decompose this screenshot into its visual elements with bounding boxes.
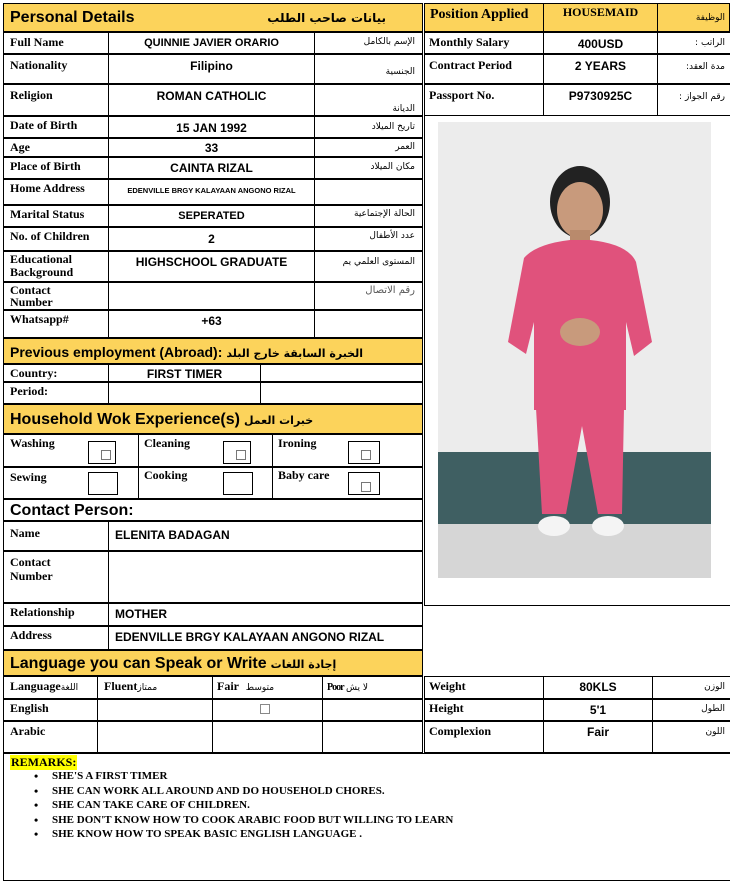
- position-applied-value: HOUSEMAID: [562, 5, 639, 19]
- applicant-photo: [438, 122, 711, 578]
- label-dob: Date of Birth: [10, 118, 78, 132]
- ar-children: عدد الأطفال: [369, 231, 415, 241]
- value-country: FIRST TIMER: [146, 367, 223, 381]
- remarks-list: [4, 769, 704, 842]
- label-country: Country:: [10, 366, 58, 380]
- language-row-arabic: [3, 721, 423, 753]
- col-divider-1: [108, 32, 109, 338]
- household-title-text: Household Wok Experience(s): [10, 411, 240, 428]
- checkbox-english-fair[interactable]: [260, 704, 270, 714]
- label-sewing: Sewing: [10, 470, 47, 484]
- label-contact-name: Name: [10, 526, 40, 540]
- language-col-fair-label: Fair: [217, 679, 239, 693]
- language-col-fair: [217, 679, 274, 694]
- position-applied-title: Position Applied: [430, 7, 529, 22]
- label-education: Educational Background: [10, 252, 74, 279]
- language-col-poor: [327, 682, 368, 693]
- value-place-of-birth: CAINTA RIZAL: [170, 161, 253, 175]
- label-marital: Marital Status: [10, 207, 85, 221]
- personal-details-header: [3, 3, 423, 32]
- checkbox-cleaning[interactable]: [223, 441, 251, 464]
- label-contact-number: Contact Number: [10, 283, 53, 309]
- label-washing: Washing: [10, 436, 55, 450]
- ar-religion: الديانة: [392, 104, 415, 114]
- label-contact-num: Contact Number: [10, 555, 53, 583]
- label-home-address: Home Address: [10, 181, 85, 195]
- household-title-ar: خبرات العمل: [243, 414, 314, 427]
- personal-details-title: Personal Details: [10, 9, 135, 26]
- remark-item: • SHE CAN TAKE CARE OF CHILDREN.: [4, 798, 704, 813]
- value-age: 33: [204, 141, 219, 155]
- checkbox-ironing[interactable]: [348, 441, 380, 464]
- value-dob: 15 JAN 1992: [176, 121, 247, 135]
- remark-item: • SHE DON'T KNOW HOW TO COOK ARABIC FOOD BUT WILLING TO LEARN: [4, 813, 704, 828]
- language-col-divider-1: [97, 676, 98, 753]
- value-relationship: MOTHER: [115, 607, 167, 621]
- checkbox-sewing[interactable]: [88, 472, 118, 495]
- label-cooking: Cooking: [144, 468, 188, 482]
- label-cleaning: Cleaning: [144, 436, 191, 450]
- checkbox-cooking[interactable]: [223, 472, 253, 495]
- ar-nationality: الجنسية: [385, 67, 415, 77]
- language-row-english: [3, 699, 423, 721]
- remarks-box: [3, 753, 730, 881]
- label-whatsapp: Whatsapp#: [10, 312, 69, 326]
- label-religion: Religion: [10, 88, 53, 102]
- label-complexion: Complexion: [429, 724, 492, 738]
- household-title: [10, 411, 313, 429]
- remark-item: • SHE'S A FIRST TIMER: [4, 769, 704, 784]
- label-ironing: Ironing: [278, 436, 317, 450]
- value-religion: ROMAN CATHOLIC: [156, 89, 267, 103]
- remarks-title: REMARKS:: [11, 755, 77, 769]
- language-col-language-label: Language: [10, 679, 61, 693]
- label-children: No. of Children: [10, 229, 90, 243]
- physical-col-divider-2: [652, 676, 653, 753]
- checkbox-baby-care[interactable]: [348, 472, 380, 495]
- previous-employment-title-ar: الخبرة السابقة خارج البلد: [226, 347, 364, 360]
- language-arabic: Arabic: [10, 724, 46, 738]
- value-whatsapp: +63: [201, 314, 222, 328]
- contact-col-divider: [108, 521, 109, 650]
- col-divider-2: [314, 32, 315, 338]
- contact-person-title: Contact Person:: [10, 502, 134, 519]
- checkbox-washing[interactable]: [88, 441, 116, 464]
- value-children: 2: [208, 232, 215, 246]
- label-place-of-birth: Place of Birth: [10, 159, 81, 173]
- value-passport: P9730925C: [568, 89, 633, 103]
- language-col-fair-ar: متوسط: [245, 683, 275, 693]
- ar-education: المستوى العلمي يم: [342, 257, 415, 267]
- value-address: EDENVILLE BRGY KALAYAAN ANGONO RIZAL: [115, 630, 385, 644]
- language-col-divider-2: [212, 676, 213, 753]
- language-col-fluent-label: Fluent: [104, 679, 138, 693]
- value-contract: 2 YEARS: [574, 59, 627, 73]
- language-col-language: [10, 679, 78, 694]
- contact-person-header: [3, 499, 423, 521]
- ar-dob: تاريخ الميلاد: [371, 122, 415, 132]
- remark-item: • SHE KNOW HOW TO SPEAK BASIC ENGLISH LANGUAGE .: [4, 827, 704, 842]
- label-full-name: Full Name: [10, 35, 64, 49]
- value-education: HIGHSCHOOL GRADUATE: [135, 255, 288, 269]
- value-height: 5'1: [589, 703, 607, 717]
- previous-employment-title-text: Previous employment (Abroad):: [10, 344, 223, 360]
- household-col-divider-2: [272, 434, 273, 499]
- language-english: English: [10, 701, 49, 715]
- label-contract: Contract Period: [429, 58, 512, 72]
- label-passport: Passport No.: [429, 88, 495, 102]
- ar-contract: مدة العقد:: [685, 62, 725, 72]
- language-header: [3, 650, 423, 676]
- employment-col-divider-2: [260, 364, 261, 404]
- value-salary: 400USD: [577, 37, 624, 51]
- previous-employment-header: [3, 338, 423, 364]
- ar-full-name: الإسم بالكامل: [363, 37, 415, 47]
- ar-height: الطول: [701, 704, 725, 714]
- language-col-fluent: [104, 679, 157, 694]
- household-header: [3, 404, 423, 434]
- value-nationality: Filipino: [190, 59, 233, 73]
- ar-age: العمر: [395, 142, 415, 152]
- value-contact-name: ELENITA BADAGAN: [115, 528, 230, 542]
- remark-item: • SHE CAN WORK ALL AROUND AND DO HOUSEHOLD CHORES.: [4, 784, 704, 799]
- language-col-poor-label: Poor: [327, 682, 344, 693]
- value-weight: 80KLS: [579, 680, 617, 694]
- language-title-text: Language you can Speak or Write: [10, 655, 267, 672]
- value-complexion: Fair: [586, 725, 609, 739]
- language-col-language-ar: اللغة: [60, 683, 79, 693]
- language-col-poor-ar: لا يش: [346, 683, 369, 693]
- label-nationality: Nationality: [10, 58, 68, 72]
- label-period: Period:: [10, 384, 48, 398]
- language-col-divider-3: [322, 676, 323, 753]
- language-title-ar: إجادة اللغات: [270, 658, 337, 671]
- ar-contact-number: رقم الاتصال: [365, 285, 415, 296]
- applicant-photo-figure: [438, 122, 711, 578]
- language-title: [10, 655, 336, 673]
- label-baby-care: Baby care: [278, 468, 330, 482]
- ar-passport: رقم الجواز :: [679, 92, 725, 102]
- label-height: Height: [429, 701, 464, 715]
- label-relationship: Relationship: [10, 605, 75, 619]
- value-full-name: QUINNIE JAVIER ORARIO: [144, 37, 279, 49]
- position-applied-ar: الوظيفة: [695, 13, 725, 23]
- label-salary: Monthly Salary: [429, 35, 510, 49]
- label-address: Address: [10, 628, 52, 642]
- ar-marital: الحالة الإجتماعية: [354, 209, 415, 219]
- row-period: [3, 382, 423, 404]
- value-marital: SEPERATED: [178, 210, 245, 222]
- language-col-fluent-ar: ممتاز: [137, 683, 158, 693]
- ar-weight: الوزن: [704, 682, 725, 692]
- label-weight: Weight: [429, 679, 466, 693]
- ar-place-of-birth: مكان الميلاد: [370, 162, 415, 172]
- previous-employment-title: [10, 344, 363, 362]
- value-home-address: EDENVILLE BRGY KALAYAAN ANGONO RIZAL: [127, 186, 296, 195]
- personal-details-title-ar: بيانات صاحب الطلب: [267, 11, 386, 25]
- household-col-divider-1: [138, 434, 139, 499]
- ar-complexion: اللون: [705, 727, 725, 737]
- label-age: Age: [10, 140, 30, 154]
- ar-salary: الراتب :: [695, 38, 725, 48]
